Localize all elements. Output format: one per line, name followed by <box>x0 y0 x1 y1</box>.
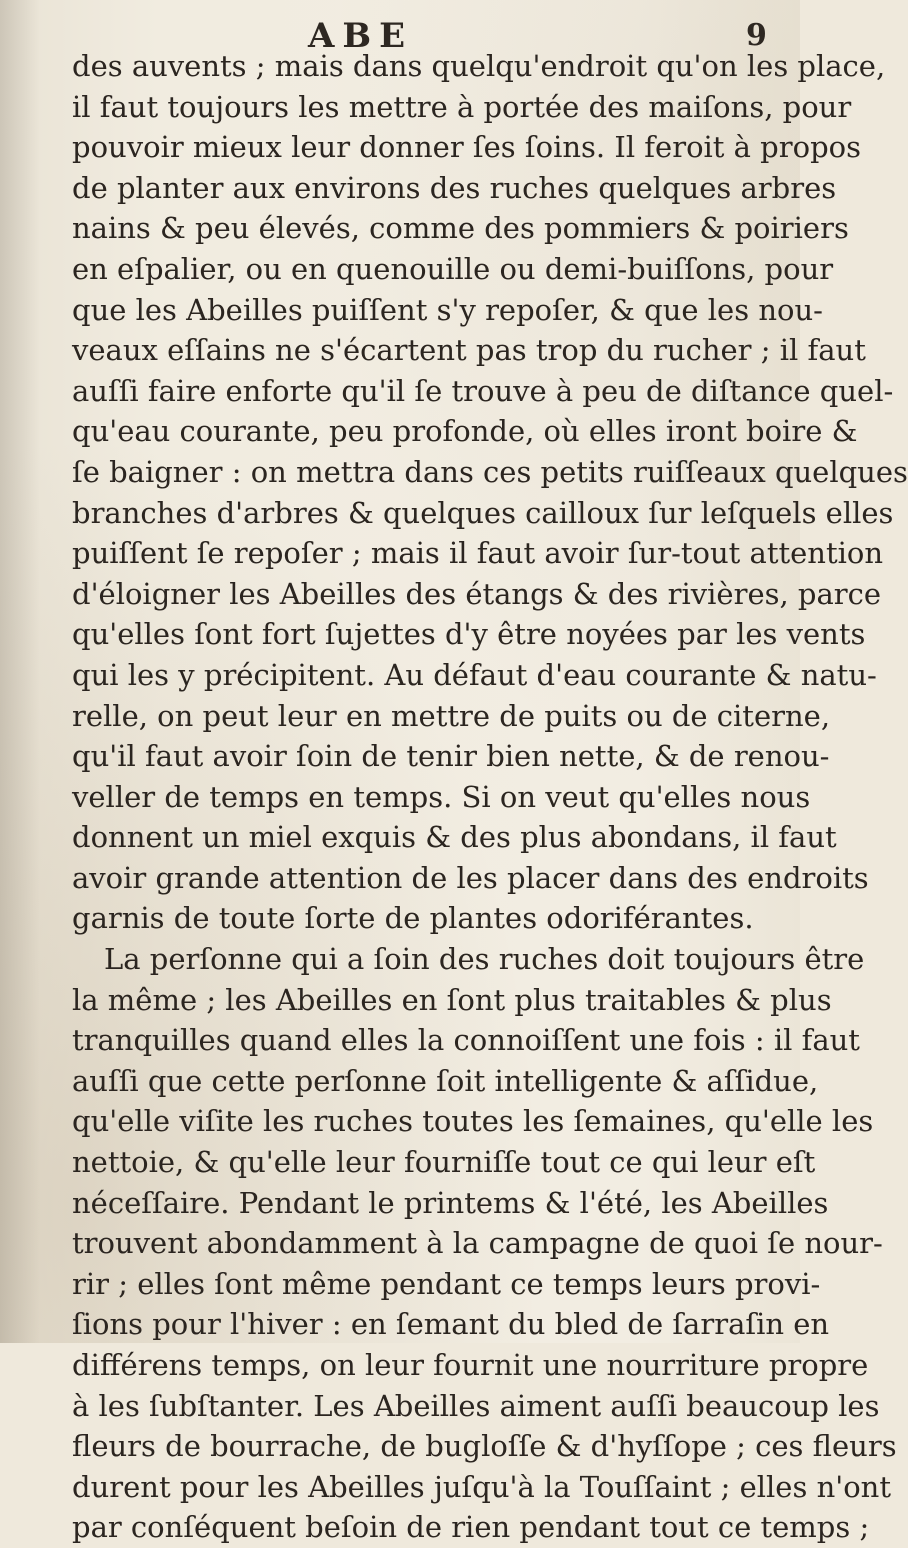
text-line: de planter aux environs des ruches quelques arbres <box>72 170 837 205</box>
text-line: tranquilles quand elles la connoiſſent une fois : il faut <box>72 1023 860 1058</box>
text-line: qu'il faut avoir ſoin de tenir bien nette, & de renou- <box>72 739 830 774</box>
text-line: branches d'arbres & quelques cailloux ſur leſquels elles <box>72 495 894 530</box>
text-line: veaux eſſains ne s'écartent pas trop du rucher ; il faut <box>72 333 866 368</box>
text-line: auſſi faire enforte qu'il ſe trouve à peu de diſtance quel- <box>72 373 894 408</box>
text-line: d'éloigner les Abeilles des étangs & des rivières, parce <box>72 576 882 611</box>
text-line: puiſſent ſe repoſer ; mais il faut avoir ſur-tout attention <box>72 536 884 571</box>
text-line: par conſéquent beſoin de rien pendant tout ce temps ; <box>72 1510 870 1545</box>
text-line: avoir grande attention de les placer dans des endroits <box>72 860 869 895</box>
text-line: il faut toujours les mettre à portée des maiſons, pour <box>72 89 852 124</box>
text-line: que les Abeilles puiſſent s'y repoſer, & que les nou- <box>72 292 823 327</box>
body-text <box>72 46 908 1548</box>
text-line: qu'eau courante, peu profonde, où elles iront boire & <box>72 414 858 449</box>
text-line: la même ; les Abeilles en ſont plus traitables & plus <box>72 982 832 1017</box>
text-line: nains & peu élevés, comme des pommiers & poiriers <box>72 211 849 246</box>
text-line: à les ſubſtanter. Les Abeilles aiment auſſi beaucoup les <box>72 1388 880 1423</box>
text-line: différens temps, on leur fournit une nourriture propre <box>72 1348 869 1382</box>
text-line: garnis de toute ſorte de plantes odoriférantes. <box>72 901 754 936</box>
text-line: ſions pour l'hiver : en ſemant du bled de ſarraſin en <box>72 1307 830 1342</box>
text-line: fleurs de bourrache, de bugloſſe & d'hyſſope ; ces fleurs <box>72 1429 897 1464</box>
text-line: ſe baigner : on mettra dans ces petits ruiſſeaux quelques <box>72 454 908 489</box>
text-line: en eſpalier, ou en quenouille ou demi-buiſſons, pour <box>72 251 834 286</box>
text-line: qu'elles ſont fort ſujettes d'y être noyées par les vents <box>72 617 866 652</box>
text-line: néceſſaire. Pendant le printems & l'été, les Abeilles <box>72 1185 829 1220</box>
running-head: ABE <box>308 16 414 56</box>
text-line: qu'elle viſite les ruches toutes les ſemaines, qu'elle les <box>72 1104 874 1139</box>
text-line: qui les y précipitent. Au défaut d'eau courante & natu- <box>72 657 877 692</box>
text-line: pouvoir mieux leur donner ſes ſoins. Il feroit à propos <box>72 130 861 165</box>
text-line: durent pour les Abeilles juſqu'à la Touſſaint ; elles n'ont <box>72 1469 892 1504</box>
page-gutter-shadow <box>0 0 40 1343</box>
text-line: donnent un miel exquis & des plus abondans, il faut <box>72 820 837 855</box>
text-line: nettoie, & qu'elle leur fourniſſe tout ce qui leur eſt <box>72 1145 816 1180</box>
page-number: 9 <box>746 18 767 53</box>
text-line: rir ; elles ſont même pendant ce temps leurs provi- <box>72 1266 821 1301</box>
text-line: des auvents ; mais dans quelqu'endroit qu'on les place, <box>72 49 886 83</box>
text-line: veller de temps en temps. Si on veut qu'elles nous <box>72 779 811 814</box>
text-line: La perſonne qui a ſoin des ruches doit toujours être <box>104 942 865 977</box>
text-line: trouvent abondamment à la campagne de quoi ſe nour- <box>72 1226 883 1261</box>
text-line: auſſi que cette perſonne ſoit intelligente & aſſidue, <box>72 1063 819 1098</box>
text-line: relle, on peut leur en mettre de puits ou de citerne, <box>72 698 831 733</box>
